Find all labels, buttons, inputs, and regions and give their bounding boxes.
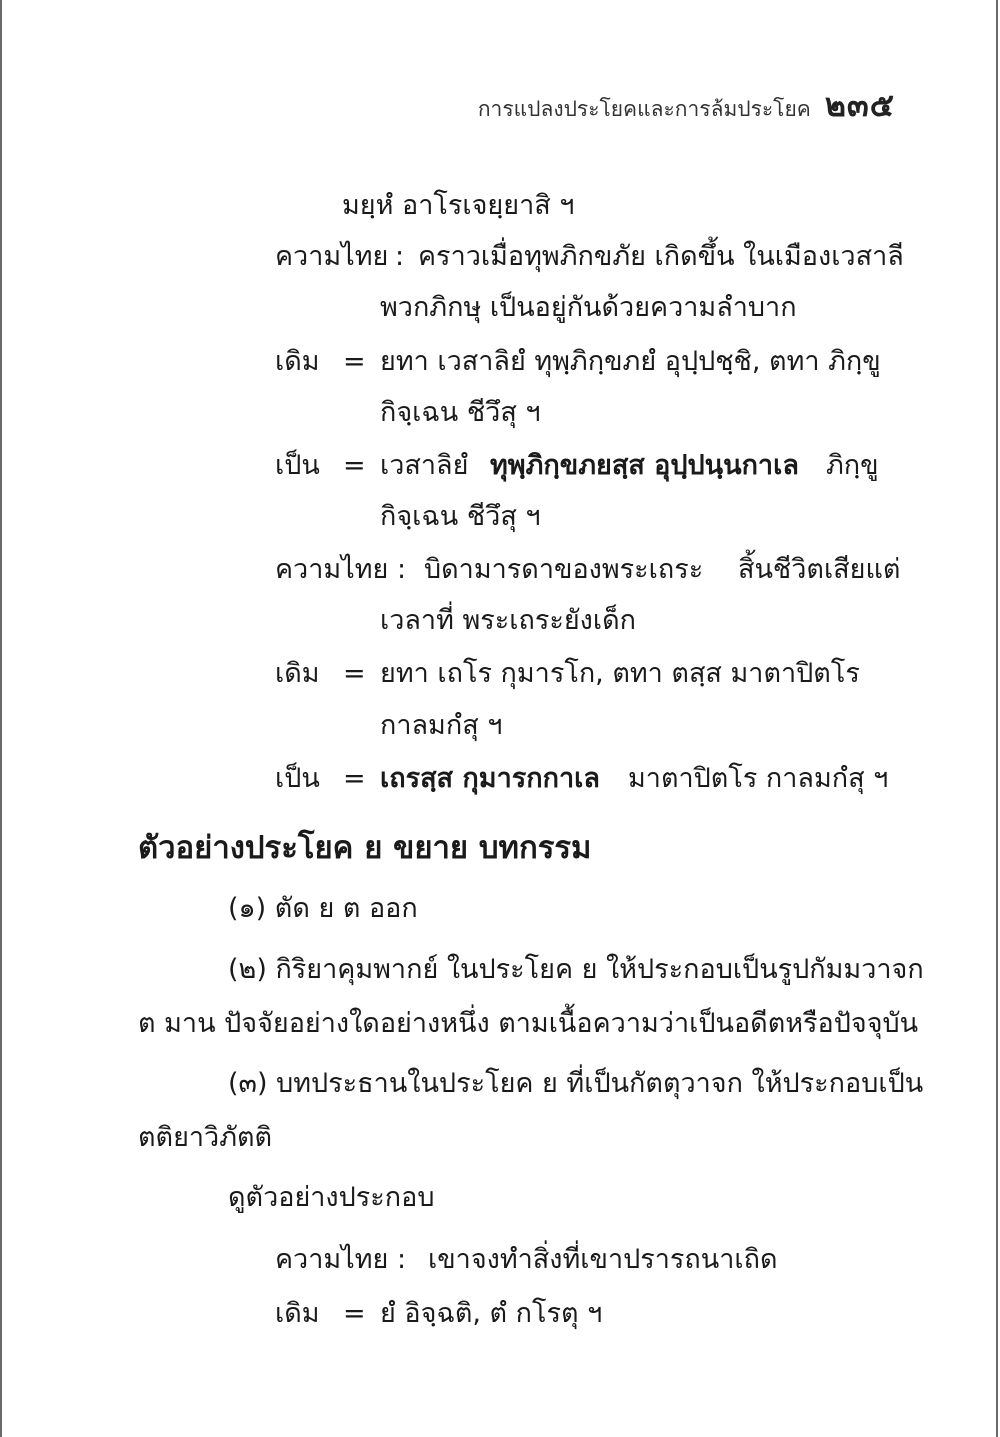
see-example: ดูตัวอย่างประกอบ (228, 1182, 435, 1213)
orig-text-1: ยทา เถโร กุมารโก, ตทา ตสฺส มาตาปิตโร (380, 658, 860, 689)
orig-text-1: ยํ อิจฺฉติ, ตํ กโรตุ ฯ (380, 1298, 603, 1329)
thai-text-1b: สิ้นชีวิตเสียแต่ (738, 554, 901, 585)
thai-label: ความไทย (275, 554, 389, 585)
new-text-1b: มาตาปิตโร กาลมกํสุ ฯ (628, 763, 889, 794)
pali-line-0: มยฺหํ อาโรเจยฺยาสิ ฯ (342, 190, 575, 221)
thai-text-2: พวกภิกษุ เป็นอยู่กันด้วยความลำบาก (380, 292, 797, 323)
thai-text-1: เขาจงทำสิ่งที่เขาปรารถนาเถิด (428, 1244, 778, 1275)
equals-sign: = (343, 1298, 366, 1329)
equals-sign: = (343, 346, 366, 377)
orig-text-2: กาลมกํสุ ฯ (380, 710, 503, 741)
new-label: เป็น (275, 763, 320, 794)
rule-item-2-line-2: ต มาน ปัจจัยอย่างใดอย่างหนึ่ง ตามเนื้อความว่าเป็นอดีตหรือปัจจุบัน (138, 1008, 919, 1039)
colon: : (397, 554, 407, 585)
header-title: การแปลงประโยคและการล้มประโยค (477, 97, 811, 121)
new-text-1a: เวสาลิยํ (380, 450, 469, 481)
equals-sign: = (343, 658, 366, 689)
new-text-1b-bold: ทุพฺภิกฺขภยสฺส อุปฺปนฺนกาเล (490, 450, 799, 481)
rule-item-3-line-2: ตติยาวิภัตติ (138, 1122, 273, 1153)
rule-item-3-line-1: (๓) บทประธานในประโยค ย ที่เป็นกัตตุวาจก ให้ประกอบเป็น (228, 1068, 924, 1099)
equals-sign: = (343, 763, 366, 794)
thai-text-1: คราวเมื่อทุพภิกขภัย เกิดขึ้น ในเมืองเวสาลี (418, 241, 904, 272)
new-text-2: กิจฺเฉน ชีวึสุ ฯ (380, 501, 541, 532)
rule-item-1: (๑) ตัด ย ต ออก (228, 893, 418, 924)
section-heading: ตัวอย่างประโยค ย ขยาย บทกรรม (138, 830, 592, 866)
running-header (478, 80, 895, 131)
thai-label: ความไทย (275, 1244, 389, 1275)
colon: : (397, 1244, 407, 1275)
new-text-1c: ภิกฺขู (826, 450, 879, 481)
thai-text-2: เวลาที่ พระเถระยังเด็ก (380, 605, 636, 636)
orig-text-2: กิจฺเฉน ชีวึสุ ฯ (380, 397, 541, 428)
new-label: เป็น (275, 450, 320, 481)
new-text-1a-bold: เถรสฺส กุมารกกาเล (380, 763, 600, 794)
thai-text-1a: บิดามารดาของพระเถระ (424, 554, 704, 585)
orig-label: เดิม (275, 658, 320, 689)
orig-label: เดิม (275, 346, 320, 377)
orig-label: เดิม (275, 1298, 320, 1329)
page-number: ๒๓๕ (824, 86, 895, 124)
equals-sign: = (343, 450, 366, 481)
thai-label: ความไทย (275, 241, 389, 272)
orig-text-1: ยทา เวสาลิยํ ทุพฺภิกฺขภยํ อุปฺปชฺชิ, ตทา ภิกฺขู (380, 346, 881, 377)
colon: : (395, 241, 405, 272)
rule-item-2-line-1: (๒) กิริยาคุมพากย์ ในประโยค ย ให้ประกอบเป็นรูปกัมมวาจก (228, 954, 924, 985)
